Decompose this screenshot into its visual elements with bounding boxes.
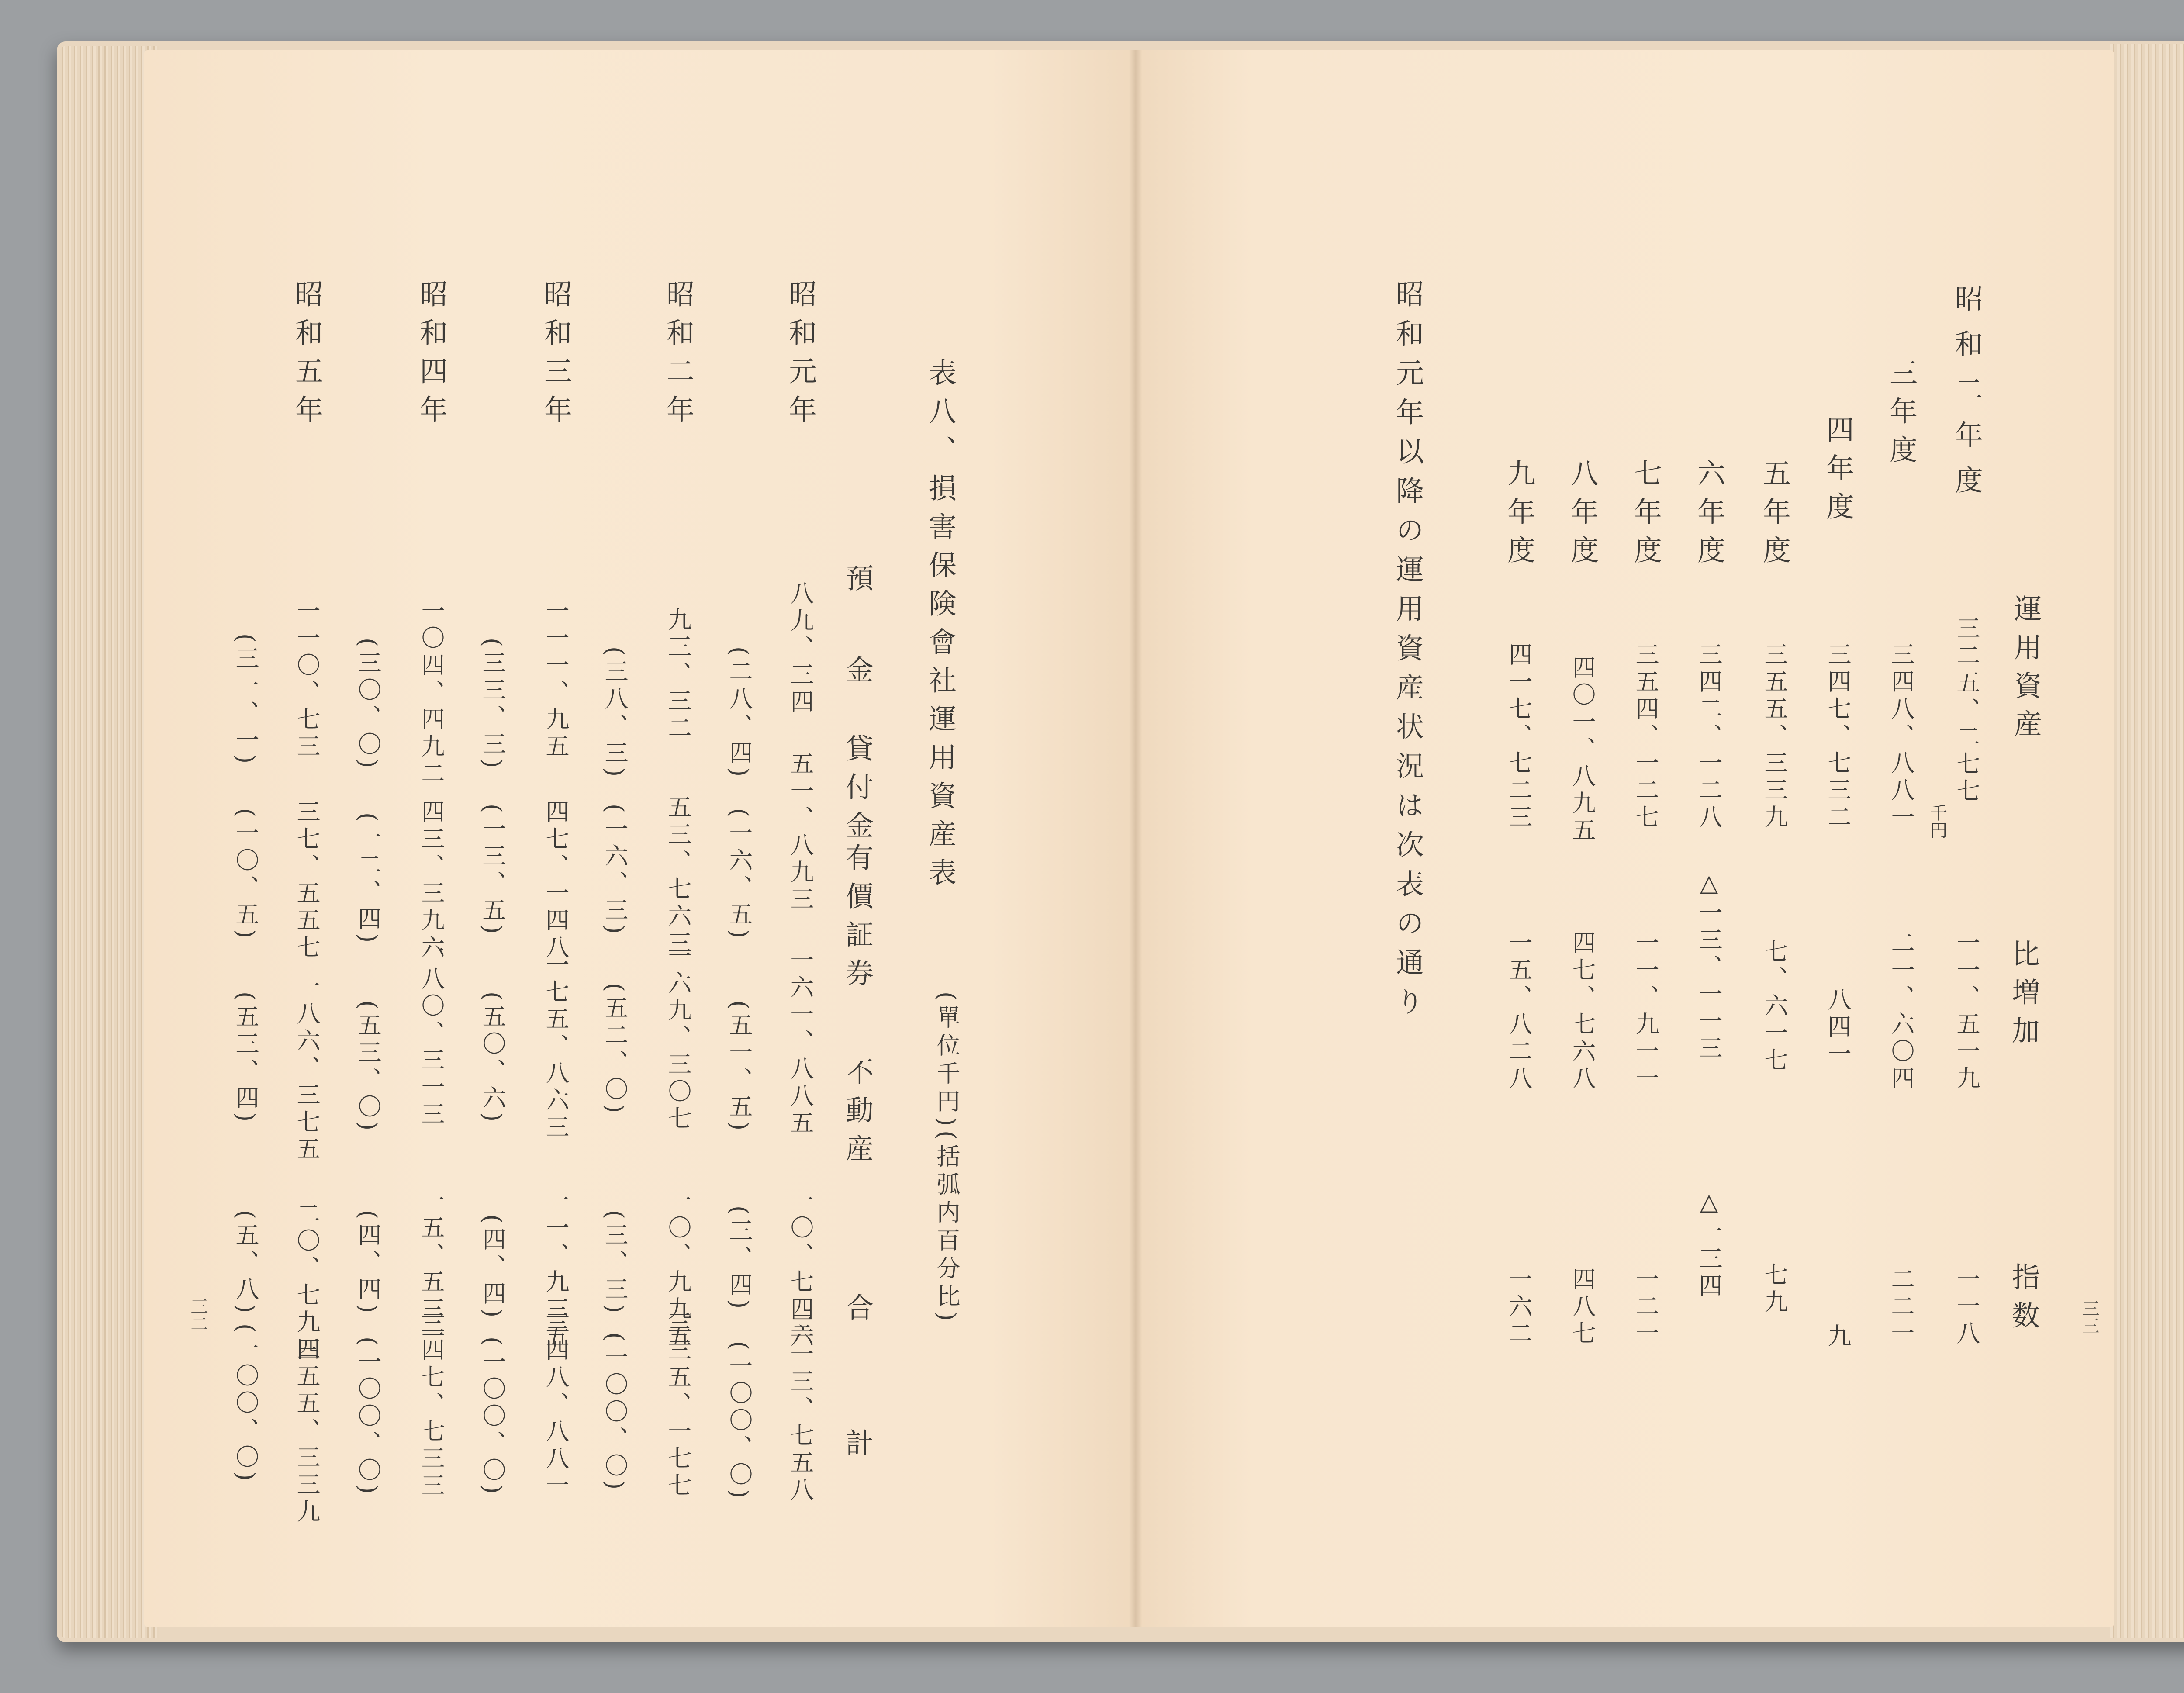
cell-loans-pct: (一二、四) [354, 812, 382, 947]
cell-loans: 三七、五五七 [293, 799, 321, 962]
header-deposits-1: 預 [841, 563, 873, 602]
cell-deposits-pct: (二八、四) [726, 646, 753, 781]
book-gutter [1129, 50, 1142, 1627]
cell-realestate: 一五、五三一 [418, 1188, 445, 1351]
header-realestate: 不動産 [841, 1057, 873, 1172]
cell-realestate: 二〇、七九四 [293, 1201, 321, 1364]
row-year: 昭和五年 [290, 280, 323, 433]
unit-note: (單位千円)(括弧内百分比) [933, 992, 961, 1326]
cell-securities-pct: (五三、四) [232, 992, 259, 1126]
cell-securities: 一八〇、三一三 [418, 939, 445, 1129]
cell-index: 一六二 [1505, 1267, 1533, 1348]
row-year: 昭和三年 [539, 280, 572, 433]
cell-deposits-pct: (三八、三) [601, 646, 629, 781]
row-year: 昭和二年 [662, 280, 694, 433]
show-through-text [1258, 262, 1289, 1310]
cell-increase: 四七、七六八 [1569, 930, 1596, 1093]
cell-increase: 一一、五一九 [1953, 930, 1980, 1093]
page-number-left: 三二 [188, 1297, 208, 1332]
header-deposits-2: 金 [841, 655, 873, 694]
unit-small: 千円 [1927, 804, 1947, 839]
cell-loans: 五三、七六三 [664, 795, 692, 957]
cell-securities: 一六一、八八五 [787, 948, 814, 1137]
cell-increase: 二一、六〇四 [1887, 930, 1915, 1093]
cell-realestate-pct: (四、四) [354, 1210, 382, 1317]
table-title: 表八、損害保険會社運用資産表 [924, 358, 956, 896]
cell-realestate-pct: (三、三) [601, 1210, 629, 1317]
cell-increase: 八四一 [1824, 987, 1852, 1068]
row-year: 昭和元年 [784, 280, 816, 433]
cell-index: 二二一 [1887, 1267, 1915, 1348]
header-increase: 比増加 [2007, 939, 2039, 1054]
cell-securities-pct: (五三、〇) [354, 1000, 382, 1134]
cell-loans: 四三、三九六 [418, 799, 445, 962]
cell-increase: △一三、一一三 [1695, 869, 1723, 1063]
cell-assets: 三四二、一二八 [1695, 642, 1723, 832]
cell-loans: 五一、八九三 [787, 751, 814, 914]
cell-securities-pct: (五二、〇) [601, 983, 629, 1117]
cell-deposits: 八九、三四 [787, 581, 814, 716]
header-securities: 有價証券 [841, 843, 873, 997]
cell-total-pct: (一〇〇、〇) [479, 1337, 506, 1498]
cell-index: 九 [1824, 1323, 1852, 1351]
cell-assets: 四一七、七二三 [1505, 642, 1533, 832]
cell-increase: 七、六一七 [1761, 939, 1788, 1075]
cell-realestate-pct: (三、四) [726, 1206, 753, 1313]
row-year: 昭和二年度 [1950, 284, 1983, 511]
cell-deposits: 九三、三二 [664, 607, 692, 743]
cell-total: 三一三、七五八 [787, 1315, 814, 1504]
cell-loans-pct: (一三、五) [479, 804, 506, 938]
cell-loans-pct: (一〇、五) [232, 808, 259, 942]
row-year: 昭和四年 [415, 280, 447, 433]
cell-total: 三四七、七三三 [418, 1310, 445, 1500]
cell-increase: 一五、八二八 [1505, 930, 1533, 1093]
cell-realestate: 一〇、七四六 [787, 1188, 814, 1351]
cell-realestate: 一一、九三五 [542, 1188, 570, 1351]
row-year: 八年度 [1566, 459, 1598, 574]
cell-deposits-pct: (三三、三) [479, 638, 506, 772]
cell-assets: 三五五、三三九 [1761, 642, 1788, 832]
cell-securities: 一七五、八六三 [542, 952, 570, 1142]
cell-assets: 三四八、八八一 [1887, 642, 1915, 832]
cell-total: 三五五、三三九 [293, 1337, 321, 1526]
cell-index: 一一八 [1953, 1267, 1980, 1348]
header-loans: 貸付金 [841, 734, 873, 849]
header-assets: 運用資産 [2009, 594, 2042, 748]
cell-total-pct: (一〇〇、〇) [354, 1337, 382, 1498]
cell-index: △一三四 [1695, 1188, 1723, 1300]
page-number-right: 三三 [2079, 1299, 2099, 1334]
intro-sentence: 昭和元年以降の運用資産状況は次表の通り [1391, 280, 1424, 1026]
cell-total: 三四八、八八一 [542, 1310, 570, 1500]
cell-assets: 三五四、一二七 [1632, 642, 1659, 832]
header-index: 指数 [2007, 1262, 2039, 1339]
row-year: 六年度 [1693, 459, 1725, 574]
cell-total-pct: (一〇〇、〇) [601, 1332, 629, 1493]
header-total-2: 計 [841, 1428, 873, 1467]
cell-deposits-pct: (三一、一) [232, 633, 259, 767]
row-year: 四年度 [1821, 415, 1854, 530]
cell-deposits: 一一〇、七三 [293, 598, 321, 761]
right-page-stack [2110, 44, 2184, 1638]
cell-securities-pct: (五一、五) [726, 1000, 753, 1134]
cell-realestate: 一〇、九九五 [664, 1188, 692, 1351]
cell-securities-pct: (五〇、六) [479, 992, 506, 1126]
cell-securities: 一六九、三〇七 [664, 943, 692, 1133]
cell-total: 三三五、一七七 [664, 1310, 692, 1500]
cell-index: 四八七 [1569, 1267, 1596, 1348]
cell-loans-pct: (一六、五) [726, 808, 753, 942]
cell-assets: 三二五、二七七 [1953, 616, 1980, 805]
row-year: 九年度 [1503, 459, 1535, 574]
row-year: 七年度 [1629, 459, 1662, 574]
cell-deposits-pct: (三〇、〇) [354, 638, 382, 772]
header-total-1: 合 [841, 1293, 873, 1331]
cell-assets: 三四七、七三二 [1824, 642, 1852, 832]
cell-total-pct: (一〇〇、〇) [232, 1323, 259, 1485]
cell-realestate-pct: (五、八) [232, 1210, 259, 1317]
cell-loans: 四七、一四八 [542, 799, 570, 962]
cell-assets: 四〇一、八九五 [1569, 655, 1596, 845]
cell-deposits: 一〇四、四九二 [418, 598, 445, 788]
row-year: 五年度 [1758, 459, 1790, 574]
row-year: 三年度 [1885, 358, 1917, 473]
cell-total-pct: (一〇〇、〇) [726, 1341, 753, 1502]
cell-index: 七九 [1761, 1262, 1788, 1316]
cell-index: 一二一 [1632, 1267, 1659, 1348]
cell-deposits: 一一一、九五 [542, 598, 570, 761]
cell-loans-pct: (一六、三) [601, 804, 629, 938]
cell-securities: 一八六、三七五 [293, 974, 321, 1164]
cell-increase: 一一、九一一 [1632, 930, 1659, 1093]
cell-realestate-pct: (四、四) [479, 1214, 506, 1321]
